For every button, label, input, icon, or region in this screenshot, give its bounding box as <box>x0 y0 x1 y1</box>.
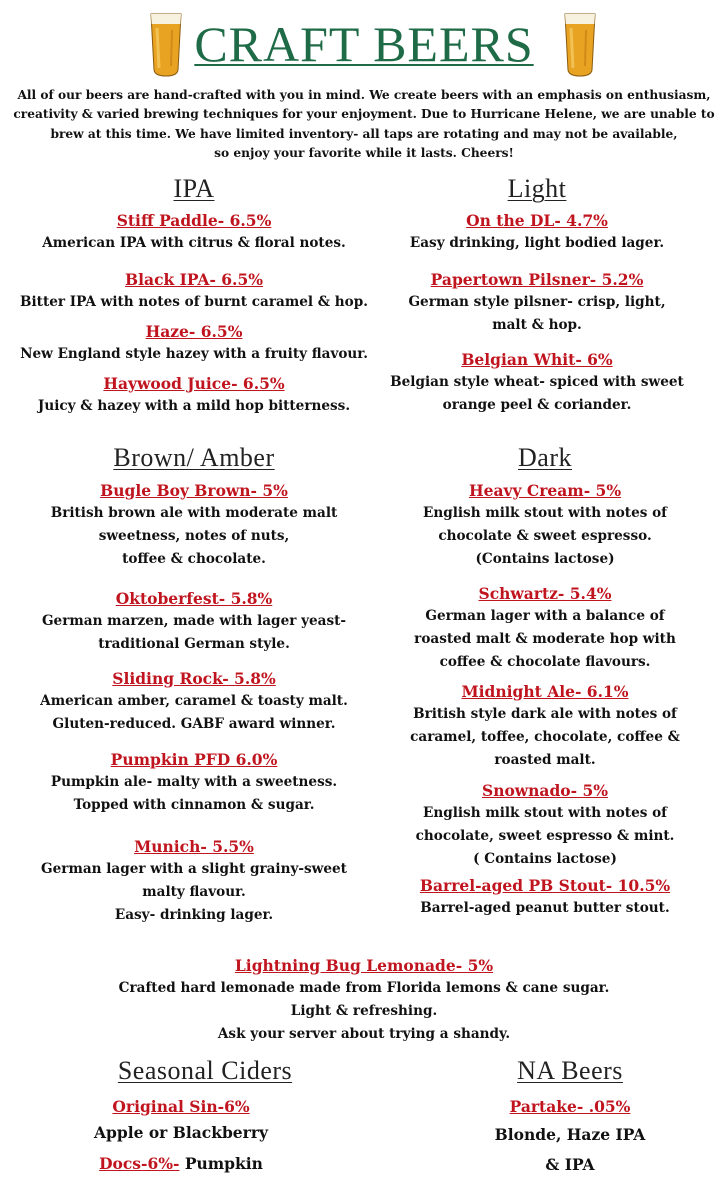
beer-name: Papertown Pilsner- 5.2% <box>430 270 644 289</box>
beer-item <box>390 583 700 674</box>
beer-name: Pumpkin PFD 6.0% <box>110 750 278 769</box>
beer-description: German lager with a balance of <box>425 608 665 624</box>
beer-description: New England style hazey with a fruity flavour. <box>20 346 368 362</box>
intro-line: creativity & varied brewing techniques for your enjoyment. Due to Hurricane Helene, we are unable to <box>13 107 715 122</box>
beer-item <box>0 210 388 255</box>
beer-glass-icon <box>562 10 598 78</box>
beer-description: Crafted hard lemonade made from Florida lemons & cane sugar. <box>118 980 610 996</box>
beer-description: German lager with a slight grainy-sweet <box>41 861 347 877</box>
beer-item <box>0 668 388 736</box>
beer-description: orange peel & coriander. <box>442 397 632 413</box>
beer-description: Easy- drinking lager. <box>114 907 274 923</box>
beer-description: German style pilsner- crisp, light, <box>408 294 666 310</box>
beer-description: Bitter IPA with notes of burnt caramel & hop. <box>20 294 368 310</box>
beer-description: coffee & chocolate flavours. <box>439 654 651 670</box>
beer-description: toffee & chocolate. <box>122 551 266 567</box>
beer-name: Original Sin-6% <box>112 1097 250 1116</box>
beer-description: Juicy & hazey with a mild hop bitterness. <box>37 398 351 414</box>
section-heading-ipa: IPA <box>173 174 215 203</box>
section-heading-brown-amber: Brown/ Amber <box>113 443 275 472</box>
beer-name: Belgian Whit- 6% <box>461 350 613 369</box>
beer-description: Belgian style wheat- spiced with sweet <box>390 374 684 390</box>
beer-name: Lightning Bug Lemonade- 5% <box>234 956 494 975</box>
beer-description: American amber, caramel & toasty malt. <box>40 693 348 709</box>
beer-description: traditional German style. <box>98 636 290 652</box>
cider-item <box>26 1096 336 1144</box>
beer-item <box>0 321 388 366</box>
beer-name: Sliding Rock- 5.8% <box>112 669 276 688</box>
beer-name: Haze- 6.5% <box>145 322 243 341</box>
intro-text <box>10 86 718 164</box>
lemonade-section <box>0 955 728 1050</box>
beer-item <box>0 373 388 418</box>
beer-description: caramel, toffee, chocolate, coffee & <box>410 729 680 745</box>
beer-name: Barrel-aged PB Stout- 10.5% <box>419 876 671 895</box>
beer-description: British style dark ale with notes of <box>413 706 677 722</box>
beer-item <box>0 588 388 656</box>
beer-description: Light & refreshing. <box>290 1003 438 1019</box>
beer-description: Ask your server about trying a shandy. <box>217 1026 511 1042</box>
beer-description: ( Contains lactose) <box>473 851 617 867</box>
beer-description: (Contains lactose) <box>475 551 615 567</box>
page-title: CRAFT BEERS <box>194 16 534 72</box>
beer-name: On the DL- 4.7% <box>466 211 608 230</box>
light-section <box>382 174 692 434</box>
beer-item <box>382 349 692 417</box>
header <box>0 6 728 76</box>
beer-description: Pumpkin ale- malty with a sweetness. <box>50 774 338 790</box>
beer-name: Oktoberfest- 5.8% <box>115 589 273 608</box>
beer-description: chocolate & sweet espresso. <box>438 528 652 544</box>
beer-description: malty flavour. <box>142 884 246 900</box>
beer-description: British brown ale with moderate malt <box>50 505 338 521</box>
brown-amber-section <box>0 443 388 943</box>
beer-description: Pumpkin <box>179 1154 263 1173</box>
beer-item <box>382 210 692 255</box>
beer-name: Schwartz- 5.4% <box>478 584 612 603</box>
beer-name: Midnight Ale- 6.1% <box>461 682 629 701</box>
na-item <box>420 1096 720 1180</box>
beer-description: English milk stout with notes of <box>422 805 668 821</box>
beer-item <box>382 269 692 337</box>
beer-description: & IPA <box>545 1155 595 1174</box>
beer-name: Partake- .05% <box>509 1097 631 1116</box>
intro-line: brew at this time. We have limited inventory- all taps are rotating and may not be available, <box>50 126 678 141</box>
beer-name: Snownado- 5% <box>482 781 608 800</box>
beer-name: Haywood Juice- 6.5% <box>103 374 285 393</box>
section-heading-seasonal-ciders: Seasonal Ciders <box>117 1056 293 1085</box>
beer-name: Munich- 5.5% <box>134 837 254 856</box>
dark-section <box>390 443 700 943</box>
beer-description: Topped with cinnamon & sugar. <box>73 797 315 813</box>
beer-item <box>390 681 700 772</box>
beer-description: Easy drinking, light bodied lager. <box>409 235 665 251</box>
beer-description: Gluten-reduced. GABF award winner. <box>52 716 336 732</box>
beer-item <box>0 480 388 571</box>
beer-description: chocolate, sweet espresso & mint. <box>415 828 675 844</box>
beer-description: German marzen, made with lager yeast- <box>41 613 347 629</box>
beer-description: Barrel-aged peanut butter stout. <box>420 900 670 916</box>
section-heading-na-beers: NA Beers <box>517 1056 623 1085</box>
beer-item <box>0 269 388 314</box>
beer-name: Stiff Paddle- 6.5% <box>116 211 272 230</box>
intro-line: All of our beers are hand-crafted with you in mind. We create beers with an emphasis on enthusiasm, <box>17 88 711 102</box>
beer-item <box>390 875 700 920</box>
beer-description: roasted malt & moderate hop with <box>414 631 676 647</box>
ipa-section <box>0 174 388 434</box>
beer-description: malt & hop. <box>492 317 582 333</box>
section-heading-dark: Dark <box>518 443 572 472</box>
section-heading-light: Light <box>507 174 567 203</box>
intro-line: so enjoy your favorite while it lasts. Cheers! <box>214 146 514 161</box>
beer-description: Apple or Blackberry <box>94 1123 268 1142</box>
beer-item <box>390 780 700 871</box>
beer-description: roasted malt. <box>494 752 596 768</box>
beer-item <box>0 749 388 817</box>
beer-name: Heavy Cream- 5% <box>468 481 622 500</box>
beer-name: Bugle Boy Brown- 5% <box>100 481 288 500</box>
beer-name: Black IPA- 6.5% <box>125 270 263 289</box>
beer-description: Blonde, Haze IPA <box>494 1125 646 1144</box>
cider-item <box>26 1152 336 1175</box>
beer-name: Docs-6%- <box>99 1154 180 1173</box>
beer-description: English milk stout with notes of <box>422 505 668 521</box>
na-beers-section <box>420 1056 720 1186</box>
beer-description: sweetness, notes of nuts, <box>98 528 290 544</box>
beer-item <box>390 480 700 571</box>
beer-item <box>0 836 388 927</box>
seasonal-ciders-section <box>50 1056 360 1186</box>
beer-description: American IPA with citrus & floral notes. <box>42 235 346 251</box>
